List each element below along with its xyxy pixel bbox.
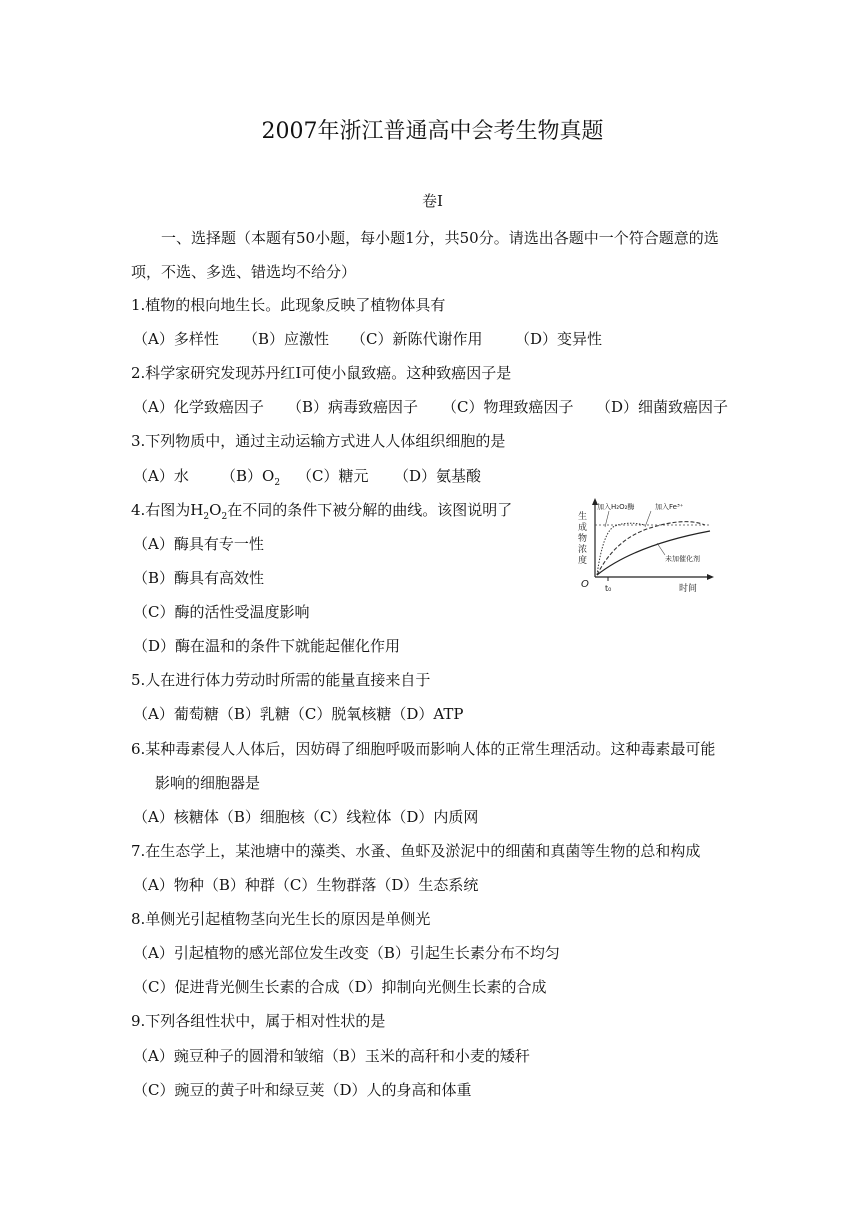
t0-label: t₀ [605, 584, 612, 593]
subscript: 2 [274, 478, 281, 488]
option-b [221, 465, 297, 488]
question-3-options [133, 465, 481, 488]
question-1-stem: 1.植物的根向地生长。此现象反映了植物体具有 [131, 296, 446, 314]
option-b-text: （B）O [221, 467, 275, 485]
stem-part: 4.右图为H [131, 501, 204, 519]
reaction-curve-figure [575, 497, 715, 593]
question-9-options-row2: （C）豌豆的黄子叶和绿豆荚（D）人的身高和体重 [133, 1081, 472, 1099]
question-8-options-row2: （C）促进背光侧生长素的合成（D）抑制向光侧生长素的合成 [133, 978, 547, 996]
subscript: 2 [221, 512, 228, 522]
option-c: （C）物理致癌因子 [442, 398, 574, 416]
question-1-options [133, 328, 602, 349]
question-4-option-b: （B）酶具有高效性 [133, 569, 265, 587]
option-c: （C）糖元 [297, 467, 369, 485]
option-d: （D）氨基酸 [394, 467, 482, 485]
stem-part: O [209, 501, 222, 519]
option-b: （B）应激性 [243, 330, 330, 348]
enzyme-curve [597, 523, 645, 575]
label-pointer-1 [605, 511, 609, 527]
question-4-stem [131, 499, 512, 522]
question-6-stem-continued: 影响的细胞器是 [155, 774, 261, 792]
question-9-options-row1: （A）豌豆种子的圆滑和皱缩（B）玉米的高秆和小麦的矮秆 [133, 1047, 530, 1065]
subscript: 2 [203, 512, 210, 522]
option-d: （D）变异性 [515, 330, 603, 348]
instructions: 一、选择题（本题有50小题，每小题1分，共50分。请选出各题中一个符合题意的选项，不选、多选、错选均不给分） [131, 229, 719, 281]
option-c: （C）新陈代谢作用 [351, 330, 483, 348]
question-5-options: （A）葡萄糖（B）乳糖（C）脱氧核糖（D）ATP [133, 705, 464, 723]
y-axis-label: 生成物浓度 [578, 512, 588, 566]
curve3-label: 未加催化剂 [665, 555, 700, 563]
question-4-option-c: （C）酶的活性受温度影响 [133, 603, 310, 621]
option-a: （A）化学致癌因子 [133, 398, 264, 416]
section-heading: 卷Ⅰ [422, 192, 443, 210]
question-6-stem: 6.某种毒素侵人人体后，因妨碍了细胞呼吸而影响人体的正常生理活动。这种毒素最可能 [131, 740, 716, 758]
option-a: （A）多样性 [133, 330, 219, 348]
question-7-options: （A）物种（B）种群（C）生物群落（D）生态系统 [133, 876, 479, 894]
label-pointer-2 [645, 511, 651, 527]
question-4-option-d: （D）酶在温和的条件下就能起催化作用 [133, 637, 401, 655]
origin-label: O [581, 579, 589, 590]
question-9-stem: 9.下列各组性状中，属于相对性状的是 [131, 1012, 386, 1030]
curve2-label: 加入Fe³⁺ [655, 503, 684, 511]
question-3-stem: 3.下列物质中，通过主动运输方式进人人体组织细胞的是 [131, 432, 506, 450]
page-title: 2007年浙江普通高中会考生物真题 [261, 119, 604, 144]
question-6-options: （A）核糖体（B）细胞核（C）线粒体（D）内质网 [133, 808, 479, 826]
option-d: （D）细菌致癌因子 [596, 398, 729, 416]
x-axis-arrow [707, 574, 714, 580]
question-8-options-row1: （A）引起植物的感光部位发生改变（B）引起生长素分布不均匀 [133, 944, 560, 962]
option-b: （B）病毒致癌因子 [287, 398, 419, 416]
no-catalyst-curve [597, 531, 710, 575]
x-axis-label: 时间 [679, 584, 698, 593]
question-4-option-a: （A）酶具有专一性 [133, 535, 264, 553]
fe-curve [597, 522, 705, 575]
question-8-stem: 8.单侧光引起植物茎向光生长的原因是单侧光 [131, 910, 431, 928]
question-7-stem: 7.在生态学上，某池塘中的藻类、水蚤、鱼虾及淤泥中的细菌和真菌等生物的总和构成 [131, 842, 701, 860]
stem-part: 在不同的条件下被分解的曲线。该图说明了 [227, 501, 513, 519]
curve1-label: 加入H₂O₂酶 [597, 503, 635, 511]
option-a: （A）水 [133, 467, 189, 485]
question-5-stem: 5.人在进行体力劳动时所需的能量直接来自于 [131, 671, 431, 689]
question-2-options [133, 396, 728, 417]
label-pointer-3 [657, 543, 665, 555]
question-2-stem: 2.科学家研究发现苏丹红Ⅰ可使小鼠致癌。这种致癌因子是 [131, 364, 512, 382]
